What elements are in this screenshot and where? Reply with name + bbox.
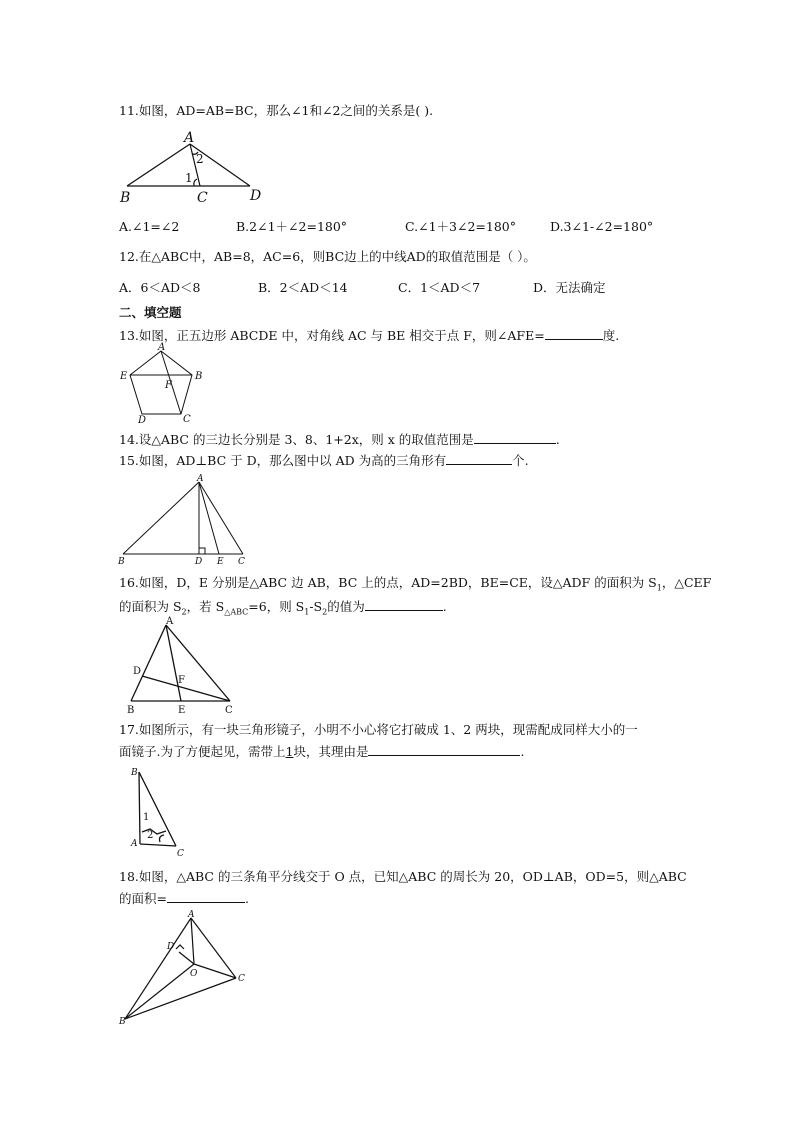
- q11-angle-2: 2: [196, 152, 204, 166]
- q16-line1-text: 16.如图，D，E 分别是△ABC 边 AB，BC 上的点，AD=2BD，BE=CE，设△ADF 的面积为 S: [119, 575, 657, 590]
- q11-label-c: C: [197, 190, 208, 206]
- q16-line2-c: =6，则 S: [248, 599, 305, 614]
- q17-line2-b: 块，其理由是: [293, 744, 369, 759]
- q16-line1: [119, 575, 711, 597]
- q14-stem: [119, 431, 560, 448]
- q15-label-c: C: [238, 557, 245, 567]
- q18-label-b: B: [119, 1017, 126, 1027]
- q17-piece-number: 1: [285, 744, 294, 759]
- q18-answer-blank[interactable]: [167, 890, 245, 903]
- q13-stem-text: 13.如图，正五边形 ABCDE 中，对角线 AC 与 BE 相交于点 F，则∠AFE=: [119, 328, 545, 343]
- q16-line2-f: .: [442, 599, 447, 614]
- q16-answer-blank[interactable]: [365, 598, 443, 611]
- q11-angle-1: 1: [185, 171, 193, 185]
- q14-stem-text: 14.设△ABC 的三边长分别是 3、8、1+2x，则 x 的取值范围是: [119, 432, 474, 447]
- q17-line2-c: .: [520, 744, 525, 759]
- q16-line2-e: 的值为: [327, 599, 365, 614]
- q17-label-b: B: [131, 768, 138, 778]
- q11-option-a: A.∠1=∠2: [119, 219, 180, 234]
- q17-mirror-figure: [128, 764, 198, 864]
- q18-label-a: A: [188, 910, 195, 920]
- q13-label-d: D: [138, 415, 147, 426]
- q11-stem: 11.如图，AD=AB=BC，那么∠1和∠2之间的关系是( ).: [119, 103, 434, 118]
- q16-s2-sub-2: 2: [322, 607, 328, 617]
- q13-label-a: A: [158, 342, 166, 353]
- q16-line1-end: ，△CEF: [661, 575, 712, 590]
- q15-label-b: B: [118, 557, 125, 567]
- q16-label-a: A: [166, 616, 174, 627]
- q12-option-a: A．6＜AD＜8: [119, 280, 201, 295]
- q16-line2-a: 的面积为 S: [119, 599, 182, 614]
- q15-figure: [118, 474, 258, 569]
- q11-label-d: D: [250, 188, 262, 204]
- q18-figure: [115, 906, 255, 1026]
- q18-line1: 18.如图，△ABC 的三条角平分线交于 O 点，已知△ABC 的周长为 20，OD⊥AB，OD=5，则△ABC: [119, 869, 687, 884]
- q13-stem-end: 度.: [602, 328, 620, 343]
- q13-label-b: B: [195, 371, 203, 382]
- q16-line2-d: -S: [309, 599, 323, 614]
- section-fill-in-heading: 二、填空题: [119, 305, 182, 320]
- q17-piece-1: 1: [143, 812, 150, 823]
- q12-stem: 12.在△ABC中，AB=8，AC=6，则BC边上的中线AD的取值范围是（ ）。: [119, 249, 536, 264]
- q14-answer-blank[interactable]: [474, 431, 556, 444]
- q15-label-d: D: [195, 557, 203, 567]
- q11-option-d: D.3∠1-∠2=180°: [550, 219, 654, 234]
- q17-line2-a: 面镜子.为了方便起见，需带上: [119, 744, 286, 759]
- q12-option-d: D．无法确定: [533, 280, 606, 295]
- q14-stem-end: .: [555, 432, 560, 447]
- q13-label-f: F: [165, 380, 172, 391]
- q16-s1-sub-2: 1: [304, 607, 310, 617]
- q17-label-a: A: [131, 839, 138, 849]
- q16-line2-b: ，若 S: [186, 599, 225, 614]
- q11-option-c: C.∠1＋3∠2=180°: [405, 219, 516, 234]
- q11-figure: [118, 128, 268, 206]
- q15-stem-end: 个.: [512, 453, 529, 468]
- q16-s1-sub: 1: [656, 583, 662, 593]
- q18-line2-a: 的面积=: [119, 891, 167, 906]
- q16-label-f: F: [178, 675, 185, 686]
- q15-answer-blank[interactable]: [446, 452, 512, 465]
- q12-option-b: B．2＜AD＜14: [258, 280, 348, 295]
- q13-label-c: C: [183, 414, 191, 425]
- q12-option-c: C．1＜AD＜7: [398, 280, 481, 295]
- q16-label-c: C: [225, 705, 233, 716]
- q11-label-b: B: [120, 190, 131, 206]
- q11-label-a: A: [184, 130, 195, 146]
- q13-label-e: E: [120, 371, 128, 382]
- q15-stem-text: 15.如图，AD⊥BC 于 D，那么图中以 AD 为高的三角形有: [119, 453, 447, 468]
- q16-s2-sub: 2: [181, 607, 187, 617]
- q16-label-e: E: [178, 705, 186, 716]
- q18-label-c: C: [238, 974, 245, 984]
- q13-pentagon-figure: [118, 342, 208, 424]
- q17-label-c: C: [177, 849, 184, 859]
- q18-label-d: D: [167, 942, 175, 952]
- q13-answer-blank[interactable]: [545, 327, 603, 340]
- q18-line2-b: .: [244, 891, 249, 906]
- q17-piece-2: 2: [147, 830, 154, 841]
- q18-label-o: O: [190, 969, 198, 979]
- q15-label-e: E: [217, 557, 224, 567]
- q17-answer-blank[interactable]: [368, 743, 520, 756]
- q16-figure: [122, 616, 247, 716]
- q17-line2: [119, 743, 524, 760]
- q15-stem: [119, 452, 529, 469]
- q16-label-b: B: [127, 705, 135, 716]
- q11-option-b: B.2∠1＋∠2=180°: [236, 219, 348, 234]
- q16-abc-sub: △ABC: [224, 607, 249, 617]
- q15-label-a: A: [197, 474, 204, 484]
- q18-line2: [119, 890, 249, 907]
- q17-line1: 17.如图所示，有一块三角形镜子，小明不小心将它打破成 1、2 两块，现需配成同样大小的一: [119, 722, 638, 737]
- q16-label-d: D: [133, 666, 142, 677]
